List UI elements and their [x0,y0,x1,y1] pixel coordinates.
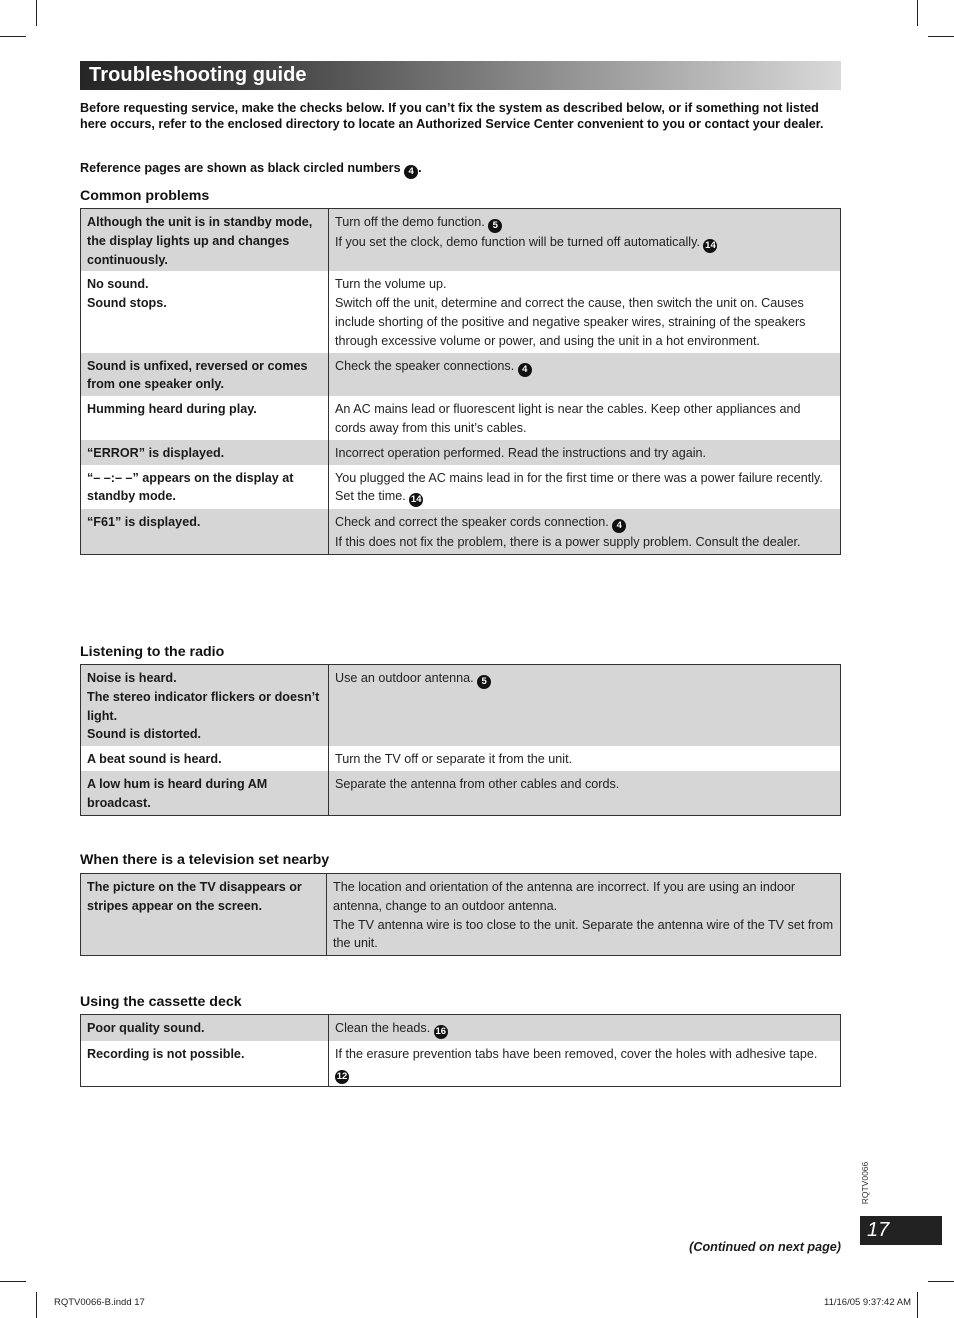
solution-text: Check the speaker connections. [335,358,515,373]
solution-line [335,469,834,488]
solution-text: Switch off the unit, determine and correct the cause, then switch the unit on. Causes include shorting of the positive and negative speaker wires, straining of the speakers through excessive volume or power, and using the unit in a hot environment. [335,296,806,348]
solution-line [335,533,834,552]
solution-line [335,1019,834,1039]
problem-text: The stereo indicator flickers or doesn’t light. [87,689,320,723]
page-number: 17 [867,1219,890,1241]
solution-line [335,294,834,350]
solution-cell [329,465,841,510]
solution-cell [327,874,841,956]
solution-text: Separate the antenna from other cables and cords. [335,776,620,791]
problem-text: No sound. [87,277,149,292]
solution-cell [329,1041,841,1086]
table-row [81,271,841,352]
intro-paragraph: Before requesting service, make the checks below. If you can’t fix the system as described below, or if something not listed here occurs, refer to the enclosed directory to locate an Authorized Service Center convenient to you or contact your dealer. [80,101,824,131]
problem-cell [81,271,329,352]
circled-number-icon: 5 [477,675,491,689]
table-common-problems [80,208,841,555]
crop-mark [928,1281,954,1282]
document-code-text: RQTV0066 [860,1161,870,1205]
solution-line [335,775,834,794]
problem-text: “– –:– –” appears on the display at standby mode. [87,470,294,504]
solution-text: Check and correct the speaker cords connection. [335,515,609,530]
crop-mark [928,36,954,37]
solution-line [335,444,834,463]
solution-line [333,878,834,916]
problem-cell [81,509,329,554]
problem-cell [81,874,327,956]
solution-line [335,275,834,294]
solution-text: Clean the heads. [335,1021,431,1035]
solution-text: Turn the TV off or separate it from the unit. [335,752,573,767]
problem-text: Sound is distorted. [87,727,202,742]
problem-cell [81,465,329,510]
section-heading-tv: When there is a television set nearby [80,852,330,868]
solution-cell [329,509,841,554]
section-heading-cassette: Using the cassette deck [80,994,242,1010]
circled-number-icon: 14 [410,494,422,506]
solution-text: Use an outdoor antenna. [335,671,474,685]
table-row [81,353,841,397]
solution-cell [329,1015,841,1042]
problem-text: Sound is unfixed, reversed or comes from one speaker only. [87,358,308,392]
table-tv-nearby [80,873,841,956]
continued-note: (Continued on next page) [689,1240,841,1254]
solution-text: Turn the volume up. [335,277,447,292]
footer-timestamp: 11/16/05 9:37:42 AM [824,1297,911,1308]
solution-line [335,750,834,769]
solution-cell [329,271,841,352]
solution-text: If this does not fix the problem, there is a power supply problem. Consult the dealer. [335,535,801,550]
solution-text: You plugged the AC mains lead in for the first time or there was a power failure recently. [335,470,823,485]
table-row [81,874,841,956]
crop-mark [917,1292,918,1318]
problem-cell [81,746,329,771]
table-row [81,509,841,554]
solution-text: The TV antenna wire is too close to the unit. Separate the antenna wire of the TV set from the unit. [333,917,834,951]
table-radio [80,664,841,816]
solution-line [335,487,834,507]
circled-number-icon: 4 [404,165,418,179]
reference-note-end: . [418,161,422,175]
solution-line [335,513,834,533]
problem-text: Humming heard during play. [87,402,257,417]
page-number-tab [860,1216,942,1245]
reference-note-text: Reference pages are shown as black circled numbers [80,161,401,175]
problem-cell [81,396,329,440]
problem-text: “F61” is displayed. [87,515,201,530]
table-row [81,746,841,771]
solution-cell [329,665,841,747]
solution-line [335,1045,834,1084]
table-cassette [80,1014,841,1087]
problem-text: A low hum is heard during AM broadcast. [87,776,268,810]
table-row [81,396,841,440]
solution-cell [329,353,841,397]
solution-line [335,213,834,233]
problem-text: Poor quality sound. [87,1021,205,1035]
problem-text: A beat sound is heard. [87,752,222,767]
problem-cell [81,1041,329,1086]
problem-cell [81,1015,329,1042]
crop-mark [36,0,37,26]
problem-text: Recording is not possible. [87,1047,245,1061]
circled-number-icon: 16 [435,1026,447,1037]
table-row [81,771,841,815]
problem-text: The picture on the TV disappears or stripes appear on the screen. [87,880,302,913]
problem-cell [81,665,329,747]
circled-number-icon: 12 [336,1070,348,1082]
problem-text: “ERROR” is displayed. [87,445,225,460]
solution-cell [329,396,841,440]
solution-text: If you set the clock, demo function will be turned off automatically. [335,235,700,249]
table-row [81,465,841,510]
crop-mark [0,36,26,37]
solution-line [333,916,834,954]
solution-line [335,400,834,438]
solution-text: Set the time. [335,489,406,504]
solution-line [335,233,834,253]
solution-cell [329,746,841,771]
crop-mark [36,1292,37,1318]
solution-text: Incorrect operation performed. Read the instructions and try again. [335,445,707,460]
page-title: Troubleshooting guide [89,64,307,86]
crop-mark [917,0,918,26]
crop-mark [0,1281,26,1282]
table-row [81,665,841,747]
problem-text: Noise is heard. [87,671,177,685]
problem-text: Although the unit is in standby mode, the display lights up and changes continuously. [87,215,313,267]
circled-number-icon: 5 [488,219,502,233]
solution-line [335,357,834,377]
table-row [81,440,841,465]
solution-line [335,669,834,689]
document-code [858,1156,872,1210]
problem-cell [81,353,329,397]
circled-number-icon: 4 [612,519,626,533]
solution-text: An AC mains lead or fluorescent light is near the cables. Keep other appliances and cords away from this unit’s cables. [335,402,801,435]
solution-text: The location and orientation of the antenna are incorrect. If you are using an indoor antenna, change to an outdoor antenna. [333,880,796,913]
table-row [81,209,841,272]
table-row [81,1015,841,1042]
circled-number-icon: 4 [518,363,532,377]
problem-cell [81,440,329,465]
problem-cell [81,209,329,272]
footer-file-info: RQTV0066-B.indd 17 [54,1297,145,1308]
circled-number-icon: 14 [705,240,716,251]
problem-text: Sound stops. [87,296,167,311]
problem-cell [81,771,329,815]
solution-cell [329,209,841,272]
solution-text: If the erasure prevention tabs have been removed, cover the holes with adhesive tape. [335,1047,818,1061]
solution-cell [329,771,841,815]
title-bar [80,61,841,90]
solution-text: Turn off the demo function. [335,215,485,229]
reference-note [80,161,842,179]
table-row [81,1041,841,1086]
section-heading-radio: Listening to the radio [80,644,225,660]
solution-cell [329,440,841,465]
section-heading-common: Common problems [80,188,210,204]
